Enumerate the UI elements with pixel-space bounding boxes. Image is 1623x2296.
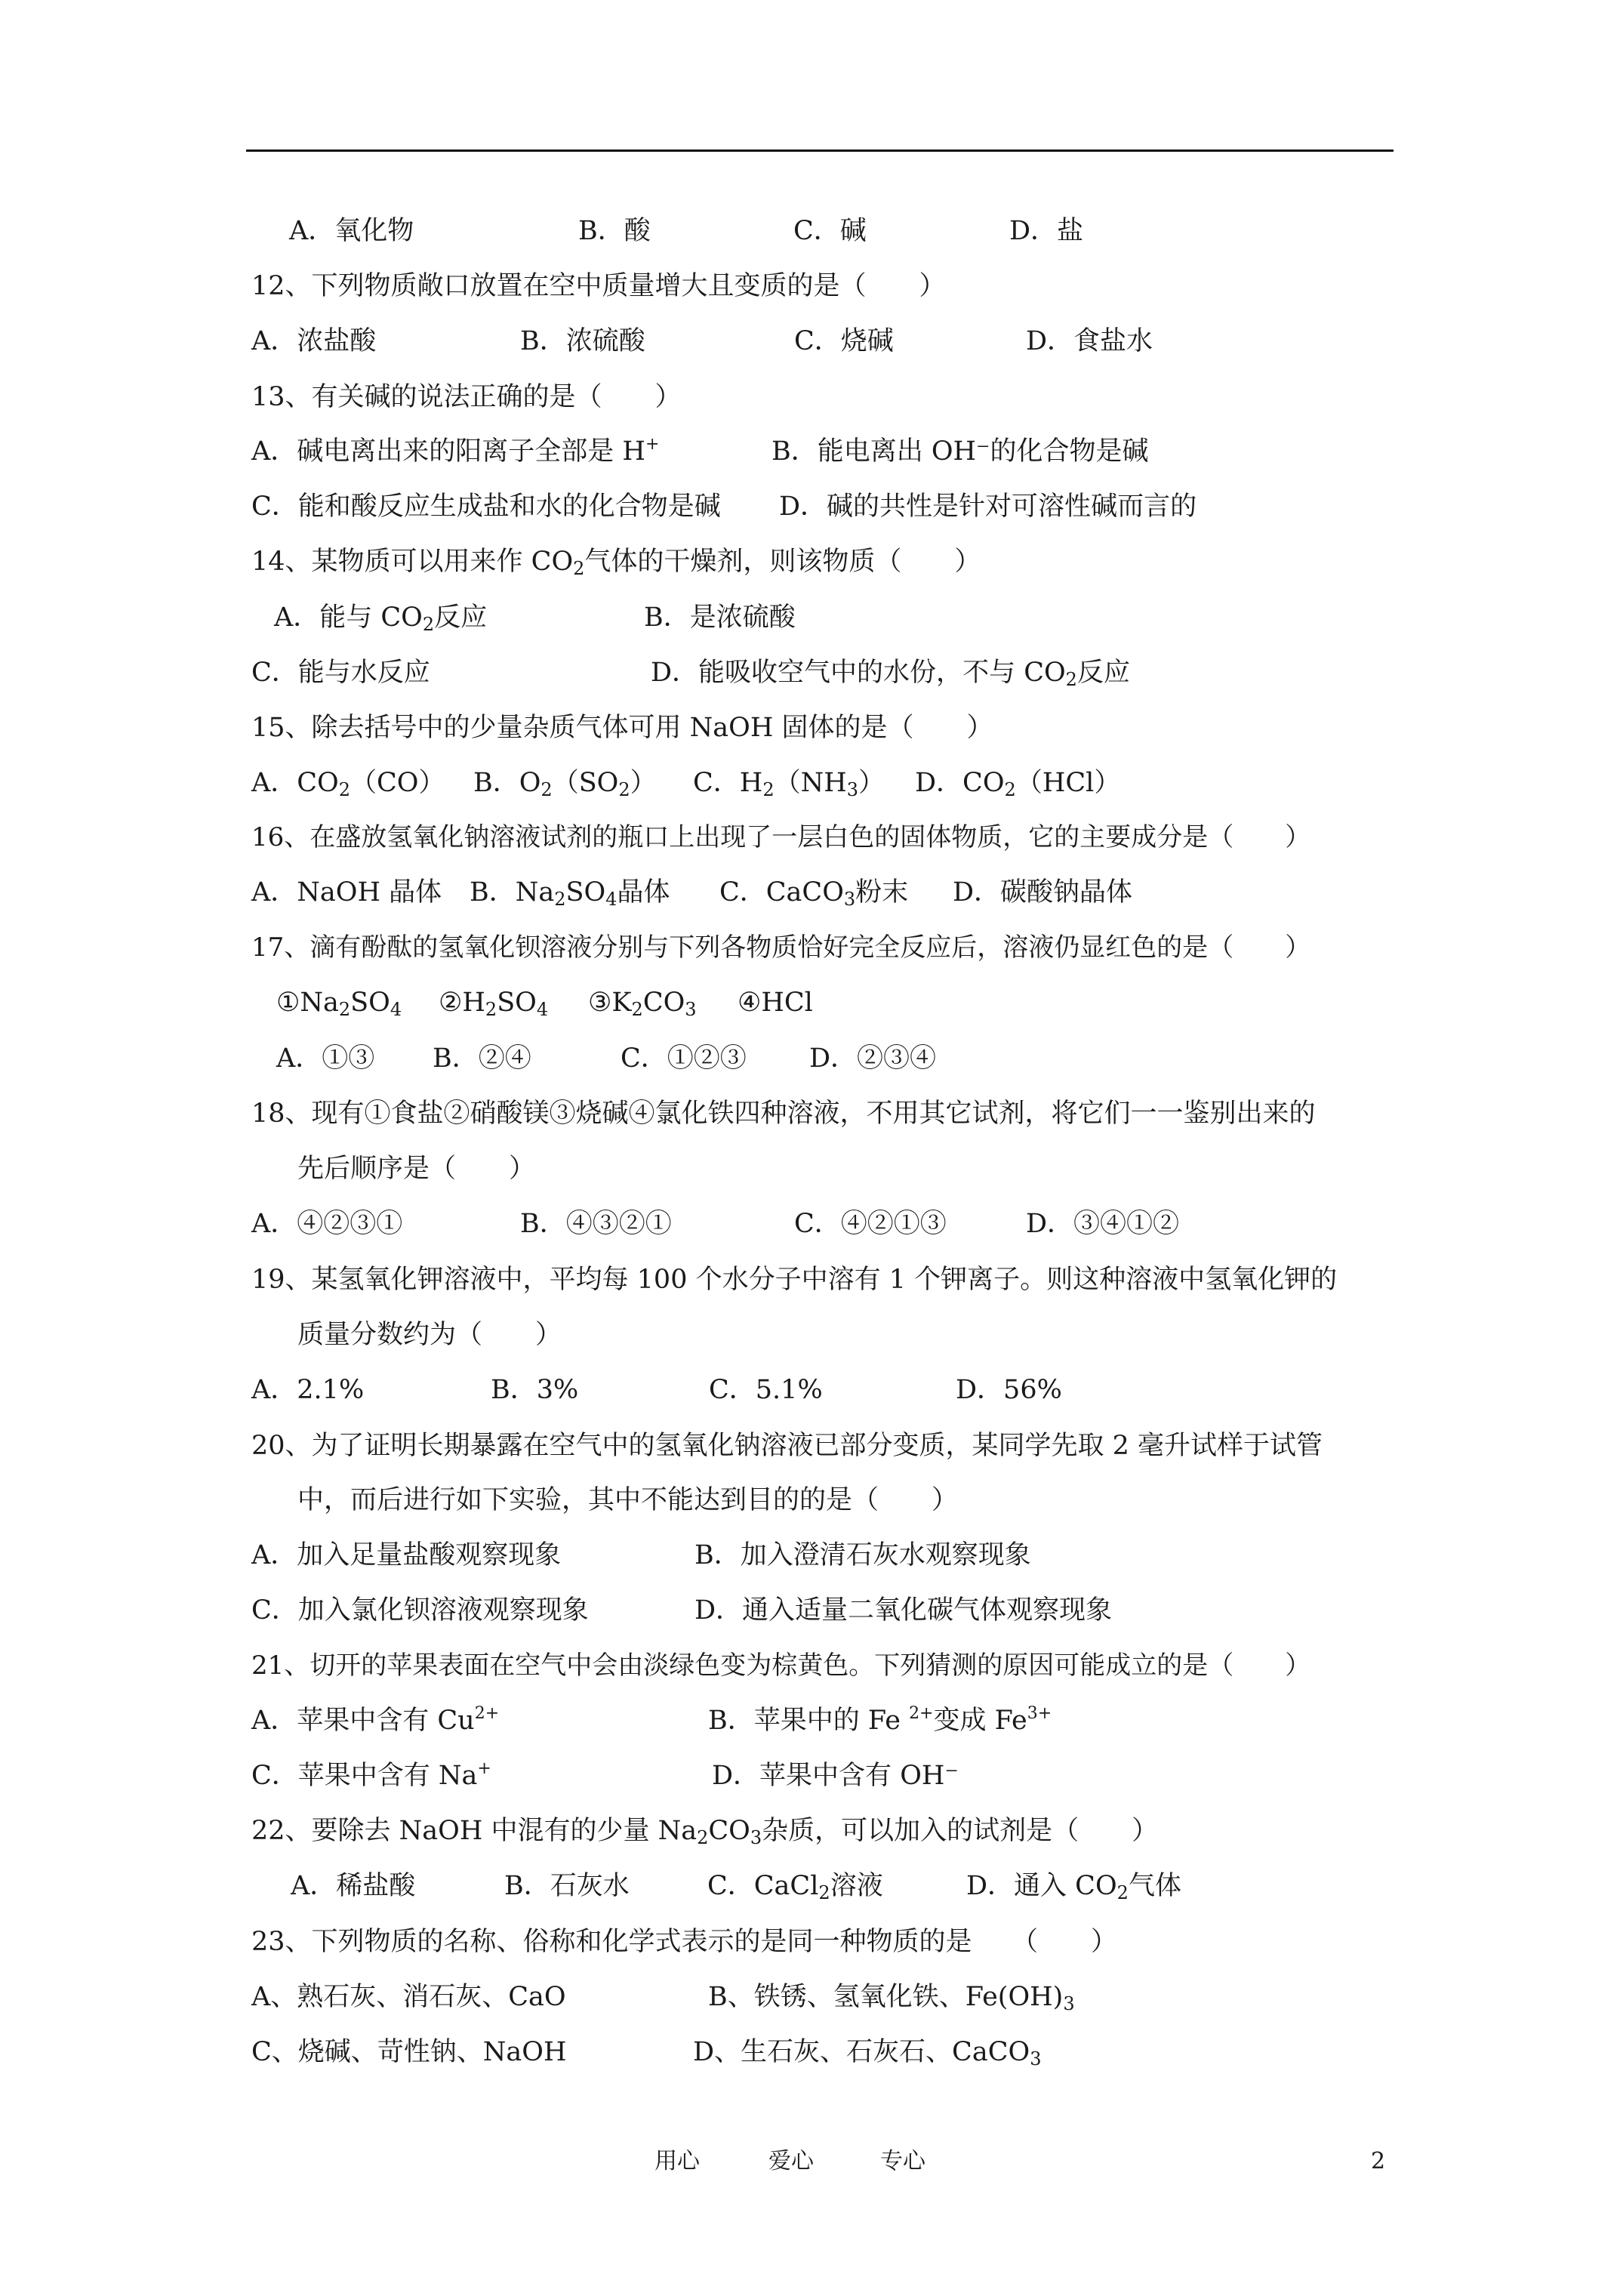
footer-motto-2: 爱心 <box>768 2148 814 2174</box>
q17-item-4: ④HCl <box>738 988 813 1018</box>
q19-stem-line1: 19、某氢氧化钾溶液中，平均每 100 个水分子中溶有 1 个钾离子。则这种溶液中氢氧化钾的 <box>251 1265 1338 1295</box>
q23-option-b: B、铁锈、氢氧化铁、$Fe(OH)_3$ <box>708 1982 1075 2014</box>
q11-option-a: A．氧化物 <box>289 216 414 246</box>
q22-stem: 22、要除去 NaOH 中混有的少量 $Na_2CO_3$杂质，可以加入的试剂是（ ） <box>251 1816 1159 1848</box>
q23-option-d: D、生石灰、石灰石、CaCO$_3$ <box>693 2037 1042 2069</box>
q17-option-c: C．①②③ <box>621 1043 747 1074</box>
q19-option-a: A．2.1% <box>251 1375 365 1405</box>
q16-stem: 16、在盛放氢氧化钠溶液试剂的瓶口上出现了一层白色的固体物质，它的主要成分是（ ） <box>251 822 1311 852</box>
q20-option-c: C．加入氯化钡溶液观察现象 <box>251 1595 589 1626</box>
q20-stem-line1: 20、为了证明长期暴露在空气中的氢氧化钠溶液已部分变质，某同学先取 2 毫升试样于试管 <box>251 1431 1323 1461</box>
q22-option-d: D．通入 $CO_2$气体 <box>966 1871 1181 1903</box>
q23-option-c: C、烧碱、苛性钠、NaOH <box>251 2037 567 2067</box>
q20-option-b: B．加入澄清石灰水观察现象 <box>694 1540 1031 1570</box>
q13-option-a: A．碱电离出来的阳离子全部是 H+ <box>251 435 660 467</box>
q13-option-b: B．能电离出 OH⁻的化合物是碱 <box>771 436 1149 467</box>
q22-option-b: B．石灰水 <box>504 1871 630 1901</box>
q19-option-c: C．5.1% <box>709 1375 823 1405</box>
q18-option-d: D．③④①② <box>1026 1209 1180 1239</box>
q15-option-b: B．$O_2(SO_2)$ <box>473 768 657 800</box>
q17-option-b: B．②④ <box>433 1043 531 1074</box>
q21-option-b: B．苹果中的 Fe $^{2+}$变成 $Fe^{3+}$ <box>708 1704 1052 1736</box>
q16-option-c: C．CaCO$_3$粉末 <box>719 877 909 910</box>
q12-option-c: C．烧碱 <box>794 326 894 356</box>
q15-stem: 15、除去括号中的少量杂质气体可用 NaOH 固体的是（ ） <box>251 713 993 743</box>
q15-option-a: A．$CO_2(CO)$ <box>251 768 445 800</box>
footer-motto-3: 专心 <box>880 2148 925 2174</box>
q18-stem-line2: 先后顺序是（ ） <box>297 1154 536 1184</box>
q13-option-d: D．碱的共性是针对可溶性碱而言的 <box>779 492 1197 522</box>
q20-option-a: A．加入足量盐酸观察现象 <box>251 1540 562 1570</box>
q21-option-c: C．苹果中含有 Na+ <box>251 1759 491 1791</box>
q22-option-a: A．稀盐酸 <box>291 1871 416 1901</box>
q15-option-c: C．$H_2(NH_3)$ <box>693 768 885 800</box>
q16-option-b: B．$Na_2SO_4$晶体 <box>470 877 670 910</box>
q19-option-b: B．3% <box>491 1375 579 1405</box>
q17-item-1: $①Na_2SO_4$ <box>276 988 402 1020</box>
q14-stem: 14、某物质可以用来作 $CO_2$气体的干燥剂，则该物质（ ） <box>251 547 981 579</box>
q12-option-b: B．浓硫酸 <box>520 326 645 356</box>
q16-option-a: A．NaOH 晶体 <box>251 877 442 908</box>
q19-stem-line2: 质量分数约为（ ） <box>297 1320 562 1350</box>
q17-option-d: D．②③④ <box>809 1043 937 1074</box>
q12-option-d: D．食盐水 <box>1026 326 1153 356</box>
q21-stem: 21、切开的苹果表面在空气中会由淡绿色变为棕黄色。下列猜测的原因可能成立的是（ ） <box>251 1650 1311 1681</box>
q21-option-d: D．苹果中含有 OH⁻ <box>712 1761 959 1791</box>
q14-option-d: D．能吸收空气中的水份，不与 $CO_2$反应 <box>651 658 1130 690</box>
q18-option-c: C．④②①③ <box>794 1209 947 1239</box>
q17-item-2: $②H_2SO_4$ <box>439 988 549 1020</box>
page-number: 2 <box>1371 2148 1386 2174</box>
q13-stem: 13、有关碱的说法正确的是（ ） <box>251 382 682 412</box>
q14-option-c: C．能与水反应 <box>251 658 430 688</box>
q12-stem: 12、下列物质敞口放置在空中质量增大且变质的是（ ） <box>251 271 946 301</box>
q20-option-d: D．通入适量二氧化碳气体观察现象 <box>694 1595 1113 1626</box>
q23-stem: 23、下列物质的名称、俗称和化学式表示的是同一种物质的是 （ ） <box>251 1927 1118 1957</box>
q23-option-a: A、熟石灰、消石灰、CaO <box>251 1982 566 2012</box>
q11-option-c: C．碱 <box>793 216 867 246</box>
q18-option-a: A．④②③① <box>251 1209 403 1239</box>
q17-item-3: $③K_2CO_3$ <box>588 988 697 1020</box>
q13-option-c: C．能和酸反应生成盐和水的化合物是碱 <box>251 492 721 522</box>
q11-option-b: B．酸 <box>578 216 651 246</box>
q12-option-a: A．浓盐酸 <box>251 326 377 356</box>
q19-option-d: D．56% <box>956 1375 1062 1405</box>
header-rule <box>246 149 1394 152</box>
q15-option-d: D．$CO_2(HCl)$ <box>915 768 1121 800</box>
q14-option-a: A．能与 $CO_2$反应 <box>274 603 488 635</box>
q17-stem: 17、滴有酚酞的氢氧化钡溶液分别与下列各物质恰好完全反应后，溶液仍显红色的是（ ） <box>251 932 1311 963</box>
q21-option-a: A．苹果中含有 $Cu^{2+}$ <box>251 1704 500 1736</box>
footer-motto-1: 用心 <box>654 2148 700 2174</box>
q17-option-a: A．①③ <box>276 1043 375 1074</box>
q14-option-b: B．是浓硫酸 <box>644 603 796 633</box>
q20-stem-line2: 中，而后进行如下实验，其中不能达到目的的是（ ） <box>297 1485 959 1515</box>
q18-stem-line1: 18、现有①食盐②硝酸镁③烧碱④氯化铁四种溶液，不用其它试剂，将它们一一鉴别出来的 <box>251 1099 1316 1129</box>
q16-option-d: D．碳酸钠晶体 <box>953 877 1133 908</box>
q18-option-b: B．④③②① <box>520 1209 672 1239</box>
q11-option-d: D．盐 <box>1009 216 1084 246</box>
q22-option-c: C．CaCl$_2$溶液 <box>707 1871 883 1903</box>
